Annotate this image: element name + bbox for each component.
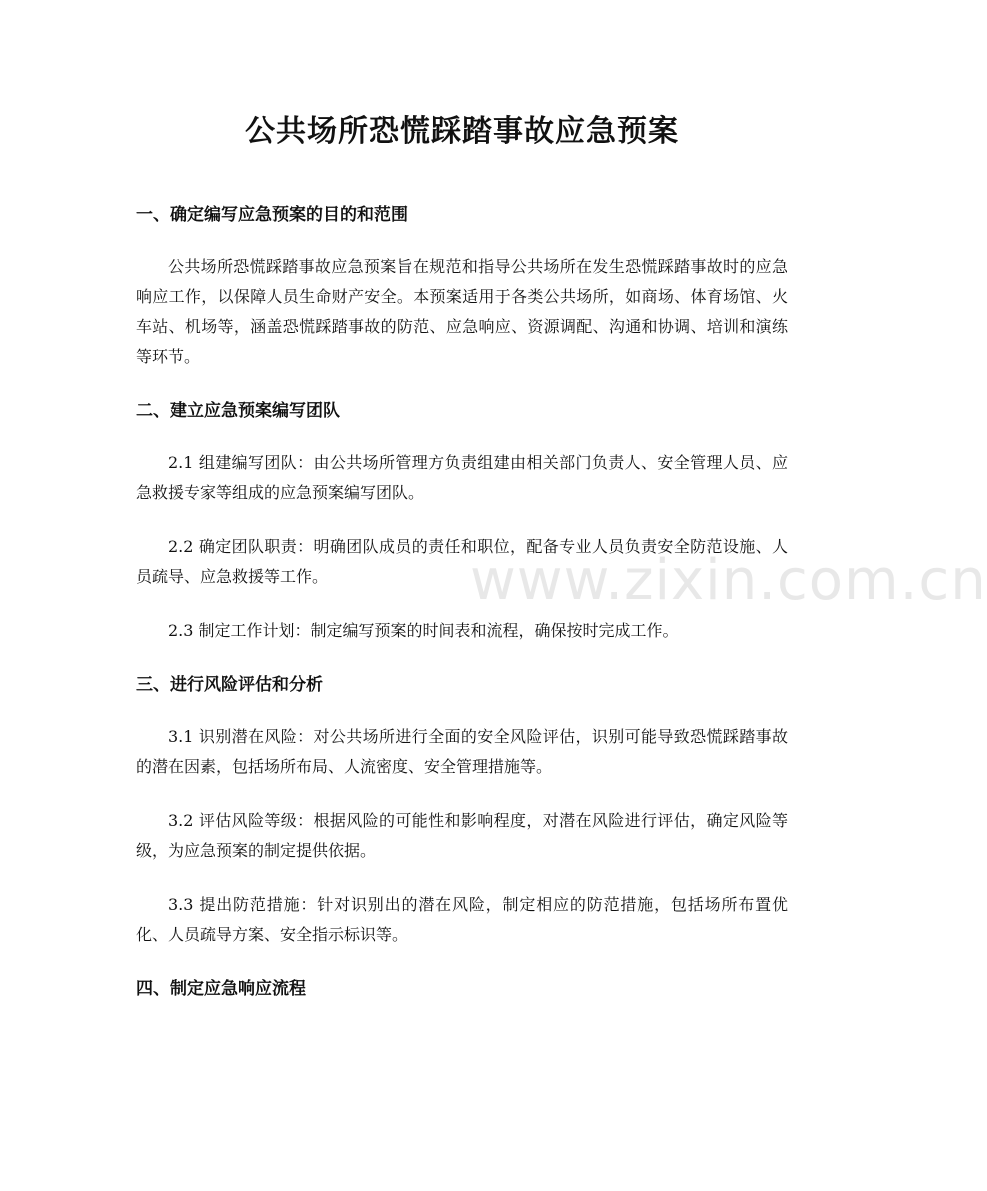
paragraph: 2.1 组建编写团队：由公共场所管理方负责组建由相关部门负责人、安全管理人员、应急救援专家等组成的应急预案编写团队。 xyxy=(136,453,788,502)
document-title: 公共场所恐慌踩踏事故应急预案 xyxy=(245,114,679,149)
paragraph: 公共场所恐慌踩踏事故应急预案旨在规范和指导公共场所在发生恐慌踩踏事故时的应急响应工作，以保障人员生命财产安全。本预案适用于各类公共场所，如商场、体育场馆、火车站、机场等，涵盖恐慌踩踏事故的防范、应急响应、资源调配、沟通和协调、培训和演练等环节。 xyxy=(136,257,788,366)
section-4 xyxy=(136,974,788,1004)
section-heading: 四、制定应急响应流程 xyxy=(136,979,306,999)
section-heading: 一、确定编写应急预案的目的和范围 xyxy=(136,205,408,225)
paragraph: 2.3 制定工作计划：制定编写预案的时间表和流程，确保按时完成工作。 xyxy=(168,621,679,640)
section-3 xyxy=(136,670,788,950)
section-2 xyxy=(136,396,788,646)
paragraph: 3.1 识别潜在风险：对公共场所进行全面的安全风险评估，识别可能导致恐慌踩踏事故的潜在因素，包括场所布局、人流密度、安全管理措施等。 xyxy=(136,727,788,776)
paragraph: 2.2 确定团队职责：明确团队成员的责任和职位，配备专业人员负责安全防范设施、人员疏导、应急救援等工作。 xyxy=(136,537,788,586)
paragraph: 3.2 评估风险等级：根据风险的可能性和影响程度，对潜在风险进行评估，确定风险等级，为应急预案的制定提供依据。 xyxy=(136,811,788,860)
section-1 xyxy=(136,200,788,372)
paragraph: 3.3 提出防范措施：针对识别出的潜在风险，制定相应的防范措施，包括场所布置优化、人员疏导方案、安全指示标识等。 xyxy=(136,895,788,944)
section-heading: 二、建立应急预案编写团队 xyxy=(136,401,340,421)
section-heading: 三、进行风险评估和分析 xyxy=(136,675,323,695)
watermark-text: www.zixin.com.cn xyxy=(470,548,987,613)
